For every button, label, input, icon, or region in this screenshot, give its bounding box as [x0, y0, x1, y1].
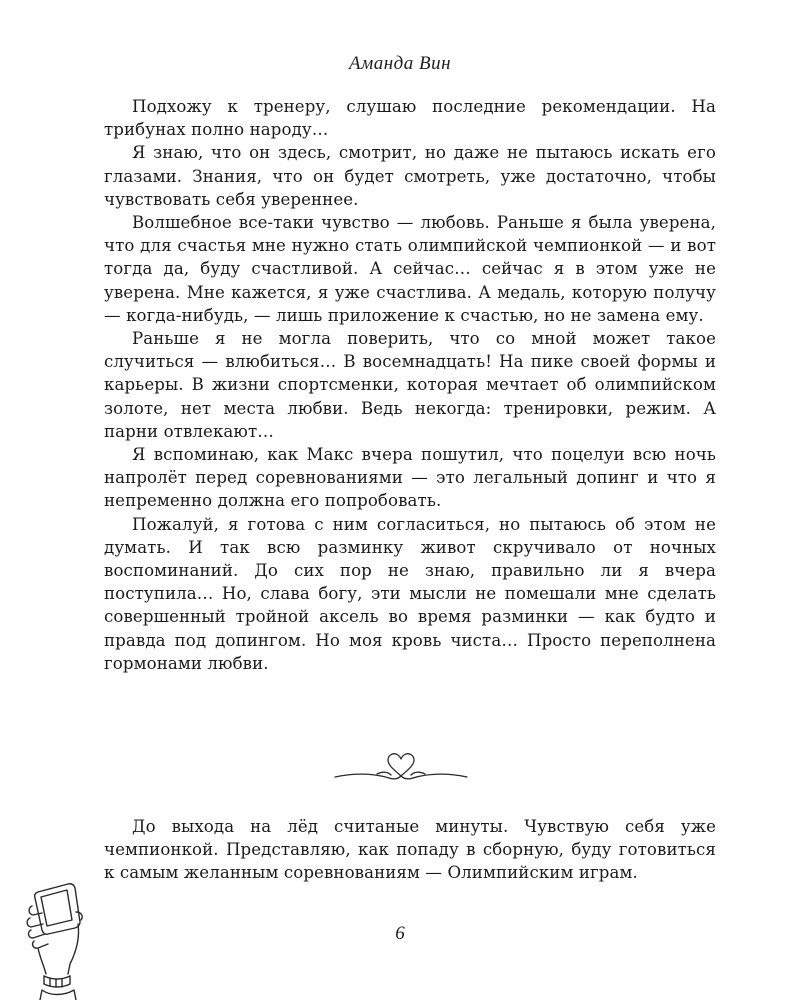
heart-flourish-icon [333, 752, 469, 786]
hand-holding-phone-icon [14, 872, 90, 1000]
running-title: Аманда Вин [348, 53, 452, 74]
paragraph: Подхожу к тренеру, слушаю последние рекомендации. На трибунах полно народу… [104, 97, 716, 140]
page-number: 6 [395, 923, 405, 944]
paragraph: Раньше я не могла поверить, что со мной может такое случиться — влюбиться… В восемнадцать! На пике своей формы и карьеры. В жизни спортсменки, которая мечтает об олимпийском золоте, нет места любви. Ведь некогда: тренировки, режим. А парни отвлекают… [104, 329, 716, 441]
paragraph: До выхода на лёд считаные минуты. Чувствую себя уже чемпионкой. Представляю, как попаду в сборную, буду готовиться к самым желанным соревнованиям — Олимпийским играм. [104, 817, 716, 883]
paragraph: Волшебное все-таки чувство — любовь. Раньше я была уверена, что для счастья мне нужно стать олимпийской чемпионкой — и вот тогда да, буду счастливой. А сейчас… сейчас я в этом уже не уверена. Мне кажется, я уже счастлива. А медаль, которую получу — когда-нибудь, — лишь приложение к счастью, но не замена ему. [104, 213, 716, 325]
paragraph: Я вспоминаю, как Макс вчера пошутил, что поцелуи всю ночь напролёт перед соревнованиями — это легальный допинг и что я непременно должна его попробовать. [104, 445, 716, 511]
paragraph: Я знаю, что он здесь, смотрит, но даже не пытаюсь искать его глазами. Знания, что он будет смотреть, уже достаточно, чтобы чувствовать себя увереннее. [104, 143, 716, 209]
section-two-text [104, 815, 716, 885]
paragraph: Пожалуй, я готова с ним согласиться, но пытаюсь об этом не думать. И так всю разминку живот скручивало от ночных воспоминаний. До сих пор не знаю, правильно ли я вчера поступила… Но, слава богу, эти мысли не помешали мне сделать совершенный тройной аксель во время разминки — как будто и правда под допингом. Но моя кровь чиста… Просто переполнена гормонами любви. [104, 514, 716, 673]
section-one-text [104, 95, 716, 675]
